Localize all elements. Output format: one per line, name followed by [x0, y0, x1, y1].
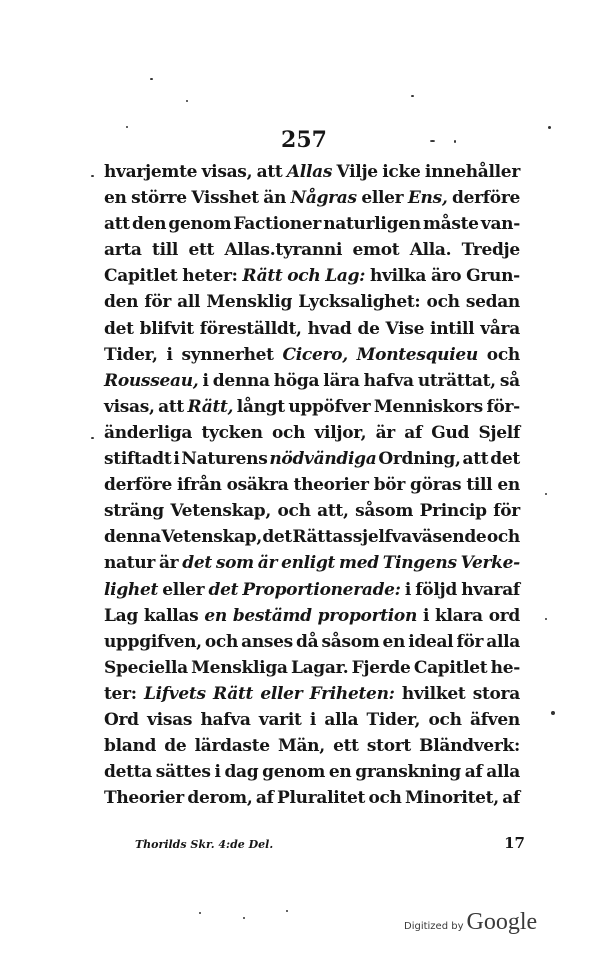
- word: väsende: [412, 527, 487, 548]
- word: lära: [323, 370, 360, 391]
- word: att,: [317, 501, 349, 522]
- word: granskning: [355, 762, 461, 783]
- word: äfven: [470, 709, 520, 730]
- word: uträttat,: [417, 370, 496, 391]
- text-line: [104, 368, 520, 394]
- word: Lycksalighet:: [298, 292, 421, 313]
- italic-word: eller: [260, 683, 303, 704]
- word: att: [462, 449, 489, 470]
- italic-word: det: [182, 553, 212, 574]
- word: såsom: [321, 631, 380, 652]
- word: ord: [488, 605, 520, 626]
- word: osäkra: [226, 475, 289, 496]
- word: Pluralitet: [277, 788, 366, 809]
- word: denna: [212, 370, 270, 391]
- scan-speck: [91, 437, 94, 439]
- scan-speck: [551, 711, 555, 715]
- word: följd: [415, 579, 457, 600]
- word: Grun-: [466, 266, 520, 287]
- word: Theorier: [104, 788, 184, 809]
- word: he-: [490, 657, 520, 678]
- word: höga: [273, 370, 320, 391]
- word: Bländverk:: [419, 736, 520, 757]
- word: i: [214, 762, 221, 783]
- word: Speciella: [104, 657, 188, 678]
- italic-word: proportion: [317, 605, 418, 626]
- word: Sjelf: [478, 422, 520, 443]
- word: Menniskors: [373, 396, 483, 417]
- word: alla: [324, 709, 359, 730]
- italic-word: Rätt,: [187, 396, 234, 417]
- word: hvarjemte: [104, 162, 198, 182]
- word: innehåller: [424, 162, 520, 182]
- word: Capitlet: [104, 266, 178, 287]
- text-line: [104, 342, 520, 368]
- word: långt: [236, 396, 285, 417]
- italic-word: Rousseau,: [104, 370, 199, 391]
- text-line: [104, 733, 520, 759]
- word: hafva: [363, 370, 414, 391]
- word: theorier: [293, 475, 369, 496]
- italic-word: det: [208, 579, 239, 600]
- scan-speck: [150, 78, 153, 80]
- word: af: [404, 422, 422, 443]
- word: och: [204, 631, 239, 652]
- word: af: [255, 788, 274, 809]
- text-line: [104, 655, 520, 681]
- word: och: [428, 709, 462, 730]
- word: till: [152, 240, 179, 261]
- word: och: [277, 501, 311, 522]
- word: af: [502, 788, 520, 809]
- italic-word: är: [257, 553, 278, 574]
- word: eller: [162, 579, 205, 600]
- word: att: [158, 396, 184, 417]
- italic-word: enligt: [281, 553, 336, 574]
- scan-speck: [186, 100, 188, 102]
- scan-speck: [454, 140, 456, 143]
- word: Mensklig: [206, 292, 293, 313]
- scan-speck: [545, 618, 547, 620]
- text-line: [104, 472, 520, 498]
- italic-word: bestämd: [232, 605, 312, 626]
- word: att: [256, 162, 283, 182]
- word: Ord: [104, 709, 139, 730]
- word: ter:: [104, 683, 137, 704]
- word: för: [493, 501, 520, 522]
- word: viljor,: [314, 422, 367, 443]
- word: Minoritet,: [405, 788, 499, 809]
- word: anses: [241, 631, 293, 652]
- text-line: [104, 420, 520, 446]
- italic-word: och: [287, 266, 321, 287]
- text-line: [104, 681, 520, 707]
- text-line: [104, 707, 520, 733]
- text-line: [104, 550, 520, 576]
- italic-word: Lifvets: [143, 683, 206, 704]
- italic-word: lighet: [104, 579, 159, 600]
- word: ifrån: [177, 475, 222, 496]
- italic-word: med: [339, 553, 379, 574]
- word: icke: [382, 162, 421, 182]
- word: i: [166, 344, 173, 365]
- word: och: [272, 422, 306, 443]
- scan-speck: [243, 917, 245, 919]
- word: ideal: [408, 631, 454, 652]
- text-line: [104, 603, 520, 629]
- italic-word: en: [204, 605, 227, 626]
- word: stiftadt: [104, 449, 172, 470]
- word: bland: [104, 736, 157, 757]
- word: lärdaste: [194, 736, 270, 757]
- word: äro: [430, 266, 462, 287]
- word: sträng: [104, 501, 164, 522]
- text-line: [104, 577, 520, 603]
- italic-word: som: [215, 553, 254, 574]
- word: Allas.tyranni: [224, 240, 343, 261]
- digitized-by-google-watermark: [404, 909, 537, 936]
- word: för: [456, 631, 484, 652]
- scan-speck: [548, 126, 551, 129]
- word: hvad: [307, 318, 352, 339]
- word: och: [486, 344, 520, 365]
- word: dag: [224, 762, 259, 783]
- text-line: [104, 289, 520, 315]
- word: stort: [366, 736, 411, 757]
- word: så: [499, 370, 520, 391]
- word: den: [132, 214, 167, 235]
- word: Capitlet: [413, 657, 488, 678]
- word: hvilka: [369, 266, 427, 287]
- italic-word: Någras: [290, 188, 357, 209]
- word: uppöfver: [288, 396, 371, 417]
- word: kallas: [143, 605, 199, 626]
- text-line: [104, 785, 520, 811]
- word: detta: [104, 762, 152, 783]
- italic-word: Tingens: [382, 553, 457, 574]
- word: ett: [333, 736, 359, 757]
- word: denna: [104, 527, 161, 548]
- word: Tider,: [104, 344, 158, 365]
- word: varit: [258, 709, 302, 730]
- word: blifvit: [139, 318, 194, 339]
- italic-word: Verke-: [460, 553, 520, 574]
- word: den: [104, 292, 139, 313]
- word: hvilket: [401, 683, 466, 704]
- italic-word: Montesquieu: [356, 344, 478, 365]
- word: hafva: [200, 709, 251, 730]
- word: genom: [262, 762, 326, 783]
- word: Gud: [431, 422, 470, 443]
- italic-word: Allas: [286, 162, 333, 182]
- text-line: [104, 394, 520, 420]
- word: Vetenskap,: [170, 501, 271, 522]
- word: än: [263, 188, 287, 209]
- word: Fjerde: [351, 657, 411, 678]
- text-line: [104, 263, 520, 289]
- word: en: [328, 762, 352, 783]
- word: Män,: [277, 736, 325, 757]
- word: våra: [480, 318, 520, 339]
- word: Vise: [385, 318, 425, 339]
- word: i: [173, 449, 180, 470]
- word: uppgifven,: [104, 631, 202, 652]
- word: i: [404, 579, 412, 600]
- word: Ordning,: [378, 449, 461, 470]
- word: klara: [435, 605, 483, 626]
- word: göras: [410, 475, 462, 496]
- word: såsom: [355, 501, 414, 522]
- signature-mark: 17: [504, 834, 525, 852]
- word: större: [131, 188, 187, 209]
- scan-speck: [91, 175, 94, 177]
- word: för: [144, 292, 172, 313]
- word: visas: [147, 709, 193, 730]
- word: emot: [352, 240, 400, 261]
- word: är: [158, 553, 179, 574]
- word: ett: [188, 240, 215, 261]
- text-line: [104, 498, 520, 524]
- word: en: [382, 631, 406, 652]
- text-line: [104, 524, 520, 550]
- word: tycken: [201, 422, 263, 443]
- scan-speck: [545, 493, 547, 495]
- word: derom,: [187, 788, 253, 809]
- word: bör: [373, 475, 405, 496]
- word: arta: [104, 240, 142, 261]
- italic-word: Ens,: [407, 188, 448, 209]
- word: heter:: [182, 266, 238, 287]
- scan-speck: [126, 126, 128, 128]
- word: sättes: [155, 762, 211, 783]
- word: för-: [486, 396, 520, 417]
- body-text: [104, 159, 520, 811]
- word: föreställdt,: [199, 318, 302, 339]
- word: derföre: [104, 475, 172, 496]
- word: sedan: [465, 292, 520, 313]
- word: hvaraf: [461, 579, 520, 600]
- word: Alla.: [409, 240, 452, 261]
- word: stora: [472, 683, 520, 704]
- text-line: [104, 316, 520, 342]
- word: de: [357, 318, 380, 339]
- word: Factioner: [233, 214, 322, 235]
- word: då: [296, 631, 319, 652]
- word: visas,: [104, 396, 155, 417]
- word: natur: [104, 553, 156, 574]
- word: de: [164, 736, 187, 757]
- italic-word: Friheten:: [309, 683, 395, 704]
- word: Visshet: [191, 188, 259, 209]
- word: det: [104, 318, 134, 339]
- word: änderliga: [104, 422, 193, 443]
- word: Naturens: [181, 449, 268, 470]
- text-line: [104, 629, 520, 655]
- text-line: [104, 211, 520, 237]
- word: alla: [486, 631, 520, 652]
- scan-speck: [286, 910, 288, 912]
- text-line: [104, 159, 520, 185]
- text-line: [104, 446, 520, 472]
- scan-speck: [199, 912, 201, 914]
- word: Tredje: [461, 240, 520, 261]
- page-footer: [135, 834, 525, 852]
- page-number: 257: [281, 127, 327, 153]
- digitized-by-label: Digitized by: [404, 921, 464, 932]
- word: sjelfva: [352, 527, 412, 548]
- italic-word: Lag:: [325, 266, 366, 287]
- word: alla: [486, 762, 520, 783]
- word: en: [497, 475, 520, 496]
- italic-word: nödvändiga: [269, 449, 377, 470]
- word: är: [375, 422, 395, 443]
- italic-word: Cicero,: [282, 344, 348, 365]
- word: till: [466, 475, 493, 496]
- word: naturligen: [323, 214, 421, 235]
- word: måste: [422, 214, 479, 235]
- word: derföre: [452, 188, 520, 209]
- scan-speck: [430, 140, 435, 142]
- word: att: [104, 214, 130, 235]
- word: och: [426, 292, 460, 313]
- text-line: [104, 759, 520, 785]
- word: en: [104, 188, 127, 209]
- word: genom: [168, 214, 232, 235]
- word: Tider,: [366, 709, 421, 730]
- italic-word: Rätt: [213, 683, 254, 704]
- word: Lagar.: [290, 657, 349, 678]
- word: det: [262, 527, 292, 548]
- italic-word: Rätt: [242, 266, 283, 287]
- word: och: [486, 527, 520, 548]
- word: van-: [480, 214, 520, 235]
- footer-running-title: Thorilds Skr. 4:de Del.: [135, 838, 274, 851]
- word: i: [422, 605, 430, 626]
- word: det: [490, 449, 520, 470]
- word: Rättas: [292, 527, 353, 548]
- word: Vetenskap,: [161, 527, 262, 548]
- italic-word: Proportionerade:: [242, 579, 401, 600]
- word: eller: [361, 188, 404, 209]
- scan-speck: [411, 95, 414, 97]
- word: i: [202, 370, 209, 391]
- word: synnerhet: [181, 344, 274, 365]
- word: Lag: [104, 605, 138, 626]
- word: och: [368, 788, 402, 809]
- word: visas,: [201, 162, 253, 182]
- word: Menskliga: [191, 657, 288, 678]
- word: Vilje: [336, 162, 378, 182]
- google-logo: Google: [466, 909, 538, 935]
- word: intill: [430, 318, 475, 339]
- word: i: [309, 709, 317, 730]
- text-line: [104, 237, 520, 263]
- text-line: [104, 185, 520, 211]
- word: Princip: [419, 501, 487, 522]
- word: all: [177, 292, 201, 313]
- word: af: [464, 762, 483, 783]
